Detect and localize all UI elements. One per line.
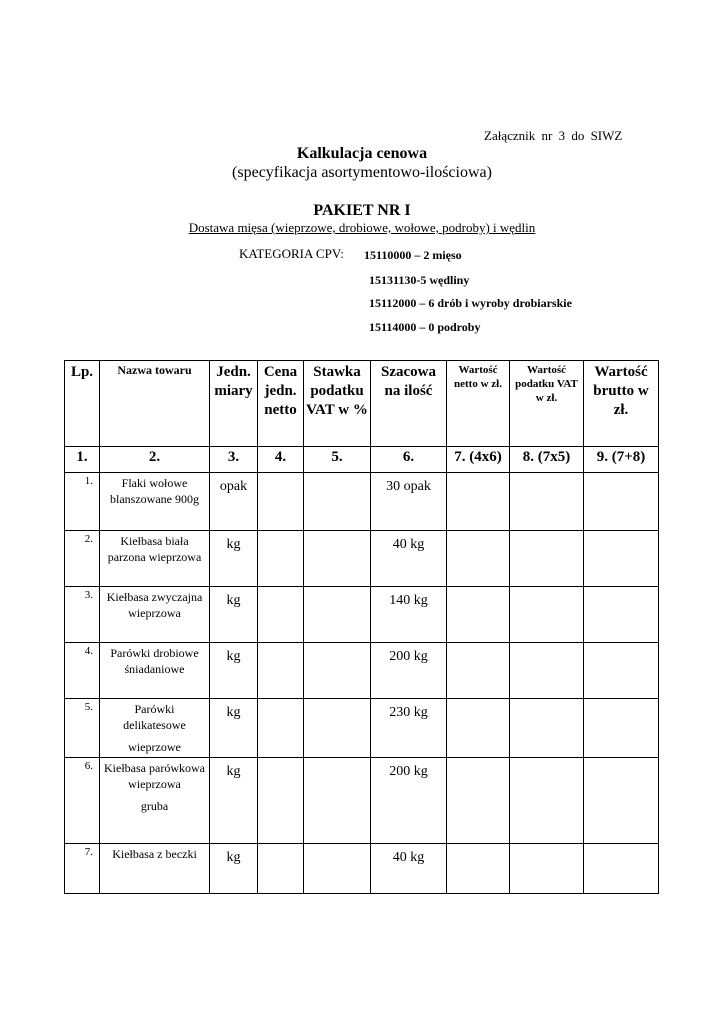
quantity-cell: 140 kg xyxy=(371,587,447,643)
unit-cell: kg xyxy=(210,587,258,643)
column-number: 2. xyxy=(100,447,210,473)
column-number: 8. (7x5) xyxy=(510,447,584,473)
product-name-continuation: wieprzowe xyxy=(128,740,181,754)
header-price: Cena jedn. netto xyxy=(258,361,304,447)
cpv-code-offal: 15114000 – 0 podroby xyxy=(369,320,481,334)
cpv-code-poultry: 15112000 – 6 drób i wyroby drobiarskie xyxy=(369,296,572,310)
price-cell[interactable] xyxy=(258,587,304,643)
quantity-cell: 200 kg xyxy=(371,758,447,844)
product-name-continuation: gruba xyxy=(140,799,169,813)
header-gross-value: Wartość brutto w zł. xyxy=(584,361,659,447)
quantity-cell: 40 kg xyxy=(371,531,447,587)
unit-cell: kg xyxy=(210,643,258,699)
price-cell[interactable] xyxy=(258,699,304,758)
cpv-code-cold-cuts: 15131130-5 wędliny xyxy=(369,273,470,287)
row-lp: 4. xyxy=(65,643,100,699)
vat-rate-cell[interactable] xyxy=(304,758,371,844)
product-name xyxy=(100,587,210,643)
vat-rate-cell[interactable] xyxy=(304,587,371,643)
product-name xyxy=(100,758,210,844)
header-net-value: Wartość netto w zł. xyxy=(447,361,510,447)
product-name xyxy=(100,643,210,699)
column-number: 6. xyxy=(371,447,447,473)
net-value-cell[interactable] xyxy=(447,531,510,587)
vat-value-cell[interactable] xyxy=(510,587,584,643)
column-number: 4. xyxy=(258,447,304,473)
vat-value-cell[interactable] xyxy=(510,643,584,699)
price-cell[interactable] xyxy=(258,531,304,587)
document-subtitle: (specyfikacja asortymentowo-ilościowa) xyxy=(232,164,492,181)
price-table xyxy=(64,360,659,894)
table-row xyxy=(65,844,659,894)
header-vat-value: Wartość podatku VAT w zł. xyxy=(510,361,584,447)
attachment-label: Załącznik nr 3 do SIWZ xyxy=(484,128,623,143)
net-value-cell[interactable] xyxy=(447,699,510,758)
unit-cell: kg xyxy=(210,699,258,758)
column-number: 3. xyxy=(210,447,258,473)
vat-value-cell[interactable] xyxy=(510,473,584,531)
header-unit: Jedn. miary xyxy=(210,361,258,447)
quantity-cell: 200 kg xyxy=(371,643,447,699)
unit-cell: kg xyxy=(210,844,258,894)
row-lp: 6. xyxy=(65,758,100,844)
table-row xyxy=(65,531,659,587)
product-name-text: Parówki delikatesowe xyxy=(123,702,186,732)
cpv-label: KATEGORIA CPV: xyxy=(239,246,344,261)
vat-value-cell[interactable] xyxy=(510,844,584,894)
column-number: 7. (4x6) xyxy=(447,447,510,473)
vat-rate-cell[interactable] xyxy=(304,844,371,894)
gross-value-cell[interactable] xyxy=(584,844,659,894)
table-row xyxy=(65,587,659,643)
table-row xyxy=(65,473,659,531)
header-vat-rate: Stawka podatku VAT w % xyxy=(304,361,371,447)
row-lp: 2. xyxy=(65,531,100,587)
gross-value-cell[interactable] xyxy=(584,643,659,699)
header-name: Nazwa towaru xyxy=(100,361,210,447)
vat-rate-cell[interactable] xyxy=(304,643,371,699)
vat-value-cell[interactable] xyxy=(510,699,584,758)
product-name xyxy=(100,473,210,531)
product-name xyxy=(100,844,210,894)
gross-value-cell[interactable] xyxy=(584,699,659,758)
quantity-cell: 30 opak xyxy=(371,473,447,531)
vat-value-cell[interactable] xyxy=(510,758,584,844)
product-name xyxy=(100,699,210,758)
column-number-row xyxy=(65,447,659,473)
vat-value-cell[interactable] xyxy=(510,531,584,587)
net-value-cell[interactable] xyxy=(447,587,510,643)
product-name xyxy=(100,531,210,587)
column-number: 5. xyxy=(304,447,371,473)
header-quantity: Szacowa na ilość xyxy=(371,361,447,447)
header-lp: Lp. xyxy=(65,361,100,447)
product-name-text: Kiełbasa parówkowa wieprzowa xyxy=(104,761,205,791)
cpv-code-meat: 15110000 – 2 mięso xyxy=(364,248,462,262)
document-title: Kalkulacja cenowa xyxy=(296,145,428,162)
table-row xyxy=(65,758,659,844)
vat-rate-cell[interactable] xyxy=(304,473,371,531)
price-cell[interactable] xyxy=(258,643,304,699)
package-title: PAKIET NR I xyxy=(313,202,411,219)
column-number: 9. (7+8) xyxy=(584,447,659,473)
gross-value-cell[interactable] xyxy=(584,587,659,643)
row-lp: 5. xyxy=(65,699,100,758)
gross-value-cell[interactable] xyxy=(584,473,659,531)
gross-value-cell[interactable] xyxy=(584,531,659,587)
table-row xyxy=(65,699,659,758)
price-cell[interactable] xyxy=(258,473,304,531)
price-cell[interactable] xyxy=(258,844,304,894)
vat-rate-cell[interactable] xyxy=(304,699,371,758)
quantity-cell: 230 kg xyxy=(371,699,447,758)
product-name-text: Parówki drobiowe śniadaniowe xyxy=(110,646,199,676)
table-header-row xyxy=(65,361,659,447)
unit-cell: opak xyxy=(210,473,258,531)
product-name-text: Kiełbasa zwyczajna wieprzowa xyxy=(106,590,203,620)
net-value-cell[interactable] xyxy=(447,844,510,894)
row-lp: 3. xyxy=(65,587,100,643)
net-value-cell[interactable] xyxy=(447,643,510,699)
column-number: 1. xyxy=(65,447,100,473)
row-lp: 1. xyxy=(65,473,100,531)
delivery-description: Dostawa mięsa (wieprzowe, drobiowe, wołowe, podroby) i wędlin xyxy=(188,220,536,235)
product-name-text: Flaki wołowe blanszowane 900g xyxy=(110,476,199,506)
quantity-cell: 40 kg xyxy=(371,844,447,894)
net-value-cell[interactable] xyxy=(447,473,510,531)
net-value-cell[interactable] xyxy=(447,758,510,844)
vat-rate-cell[interactable] xyxy=(304,531,371,587)
product-name-text: Kiełbasa z beczki xyxy=(112,847,197,861)
unit-cell: kg xyxy=(210,758,258,844)
product-name-text: Kiełbasa biała parzona wieprzowa xyxy=(107,534,202,564)
price-cell[interactable] xyxy=(258,758,304,844)
gross-value-cell[interactable] xyxy=(584,758,659,844)
table-row xyxy=(65,643,659,699)
row-lp: 7. xyxy=(65,844,100,894)
unit-cell: kg xyxy=(210,531,258,587)
